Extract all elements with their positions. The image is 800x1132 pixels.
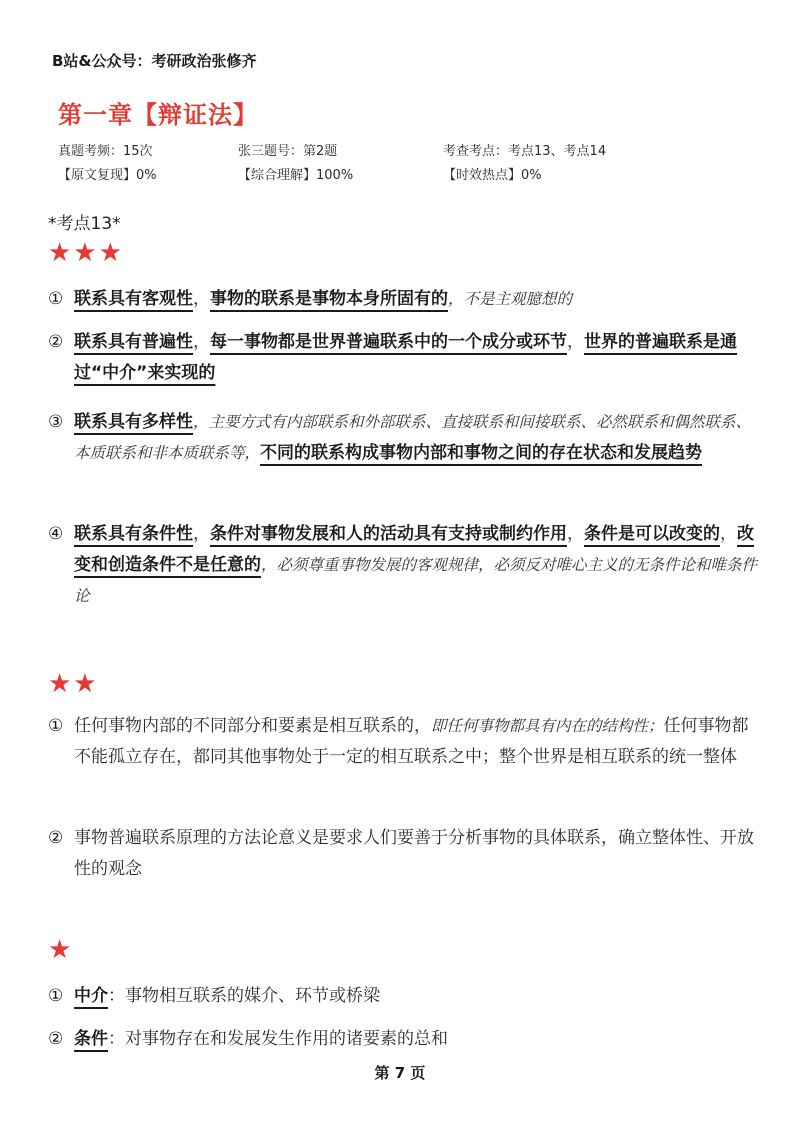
list-item: ④ 联系具有条件性，条件对事物发展和人的活动具有支持或制约作用，条件是可以改变的，改变和创造条件不是任意的，必须尊重事物发展的客观规律，必须反对唯心主义的无条件论和唯条件论	[48, 524, 758, 605]
definition-item: ① 中介：事物相互联系的媒介、环节或桥梁	[48, 986, 380, 1006]
hot-topic-rate: 【时效热点】0%	[443, 168, 542, 183]
list-item: ③ 联系具有多样性，主要方式有内部联系和外部联系、直接联系和间接联系、必然联系和偶然联系、本质联系和非本质联系等，不同的联系构成事物内部和事物之间的存在状态和发展趋势	[48, 412, 752, 463]
page-number: 第 7 页	[374, 1064, 426, 1082]
two-star-rating: ★★	[48, 669, 99, 699]
three-star-rating: ★★★	[48, 238, 124, 268]
chapter-title: 第一章【辩证法】	[58, 101, 258, 129]
one-star-rating: ★	[48, 935, 74, 965]
exam-frequency: 真题考频：15次	[58, 144, 153, 159]
term-zhongjie: 中介	[74, 986, 108, 1006]
source-header: B站&公众号：考研政治张修齐	[52, 52, 257, 70]
exam-points: 考查考点：考点13、考点14	[443, 144, 607, 159]
comprehension-rate: 【综合理解】100%	[238, 168, 354, 183]
original-text-rate: 【原文复现】0%	[58, 168, 157, 183]
list-item: ② 事物普遍联系原理的方法论意义是要求人们要善于分析事物的具体联系，确立整体性、开放性的观念	[48, 828, 754, 879]
list-item: ① 联系具有客观性，事物的联系是事物本身所固有的，不是主观臆想的	[48, 289, 573, 309]
section-label: *考点13*	[48, 214, 121, 234]
list-item: ② 联系具有普遍性，每一事物都是世界普遍联系中的一个成分或环节，世界的普遍联系是通过“中介”来实现的	[48, 332, 737, 383]
definition-item: ② 条件：对事物存在和发展发生作用的诸要素的总和	[48, 1029, 448, 1049]
list-item: ① 任何事物内部的不同部分和要素是相互联系的，即任何事物都具有内在的结构性；任何事物都不能孤立存在，都同其他事物处于一定的相互联系之中；整个世界是相互联系的统一整体	[48, 716, 749, 767]
term-tiaojian: 条件	[74, 1029, 108, 1049]
question-number: 张三题号：第2题	[238, 144, 338, 159]
